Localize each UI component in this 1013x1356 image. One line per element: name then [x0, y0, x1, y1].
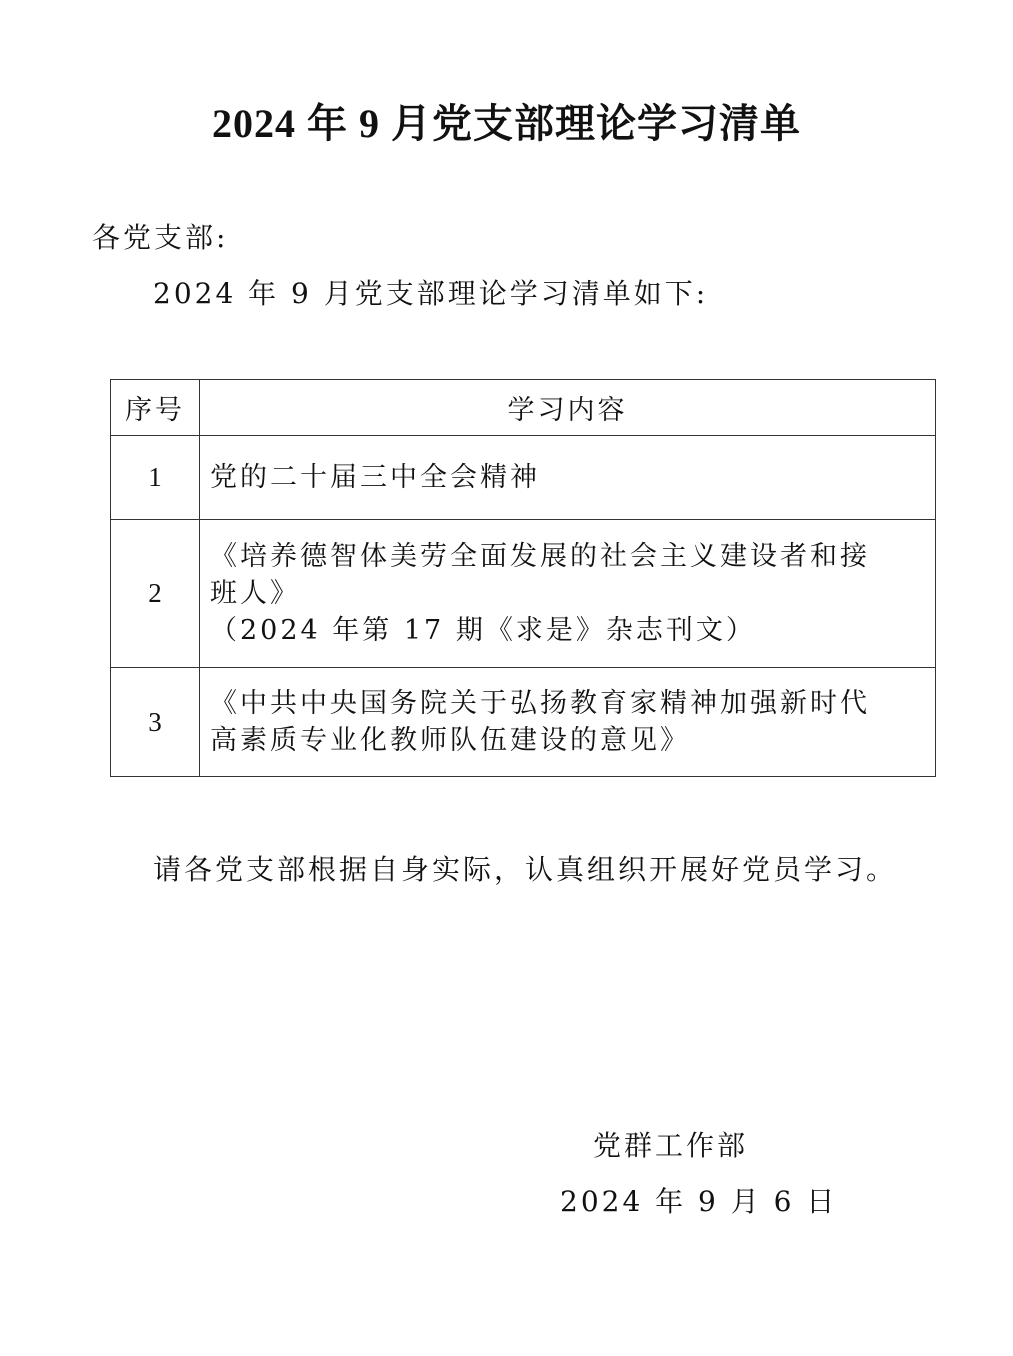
- table-row: [111, 436, 936, 520]
- content-line: 高素质专业化教师队伍建设的意见》: [210, 725, 690, 756]
- row-content: [200, 668, 936, 777]
- table-row: [111, 520, 936, 668]
- content-line: 《培养德智体美劳全面发展的社会主义建设者和接: [210, 541, 870, 572]
- study-list-table: [110, 379, 936, 777]
- row-number: 2: [111, 520, 200, 668]
- salutation: 各党支部:: [92, 221, 229, 254]
- document-title: 2024 年 9 月党支部理论学习清单: [212, 101, 801, 146]
- row-content: [200, 520, 936, 668]
- content-line: （2024 年第 17 期《求是》杂志刊文）: [210, 615, 756, 646]
- intro-paragraph: 2024 年 9 月党支部理论学习清单如下:: [153, 277, 709, 310]
- row-number: 3: [111, 668, 200, 777]
- row-content: [200, 436, 936, 520]
- closing-paragraph: 请各党支部根据自身实际，认真组织开展好党员学习。: [153, 853, 898, 886]
- content-line: 《中共中央国务院关于弘扬教育家精神加强新时代: [210, 688, 870, 719]
- signer: 党群工作部: [593, 1129, 749, 1162]
- table-row: [111, 668, 936, 777]
- issue-date: 2024 年 9 月 6 日: [560, 1185, 838, 1218]
- content-line: 班人》: [210, 578, 300, 609]
- content-line: 党的二十届三中全会精神: [210, 462, 540, 493]
- row-number: 1: [111, 436, 200, 520]
- header-number: 序号: [111, 380, 200, 436]
- header-content: 学习内容: [200, 380, 936, 436]
- table-header-row: [111, 380, 936, 436]
